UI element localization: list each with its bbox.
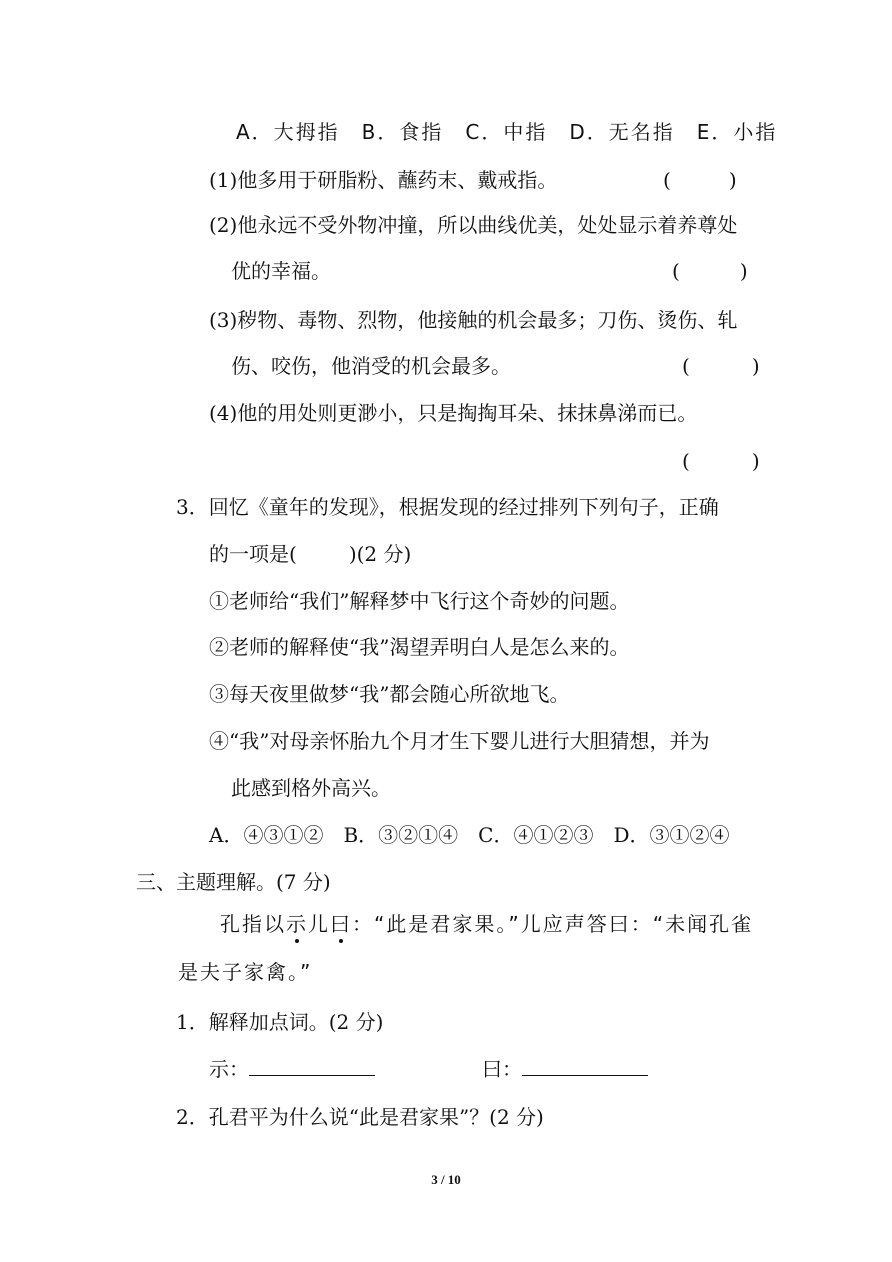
q3-stem-line-2-pre: 的一项是( bbox=[209, 542, 297, 566]
passage-part-1: 孔指以 bbox=[220, 912, 286, 936]
q2-item-4-answer-paren: ( ) bbox=[682, 449, 760, 473]
q2-item-2-answer-paren: ( ) bbox=[672, 259, 748, 283]
q2-item-1-line-1: (1)他多用于研脂粉、蘸药末、戴戒指。 bbox=[209, 168, 558, 192]
answer-blank-yue[interactable] bbox=[522, 1057, 648, 1076]
passage-part-2: 儿 bbox=[308, 912, 330, 936]
passage-line-2: 是夫子家禽。” bbox=[178, 960, 313, 984]
passage-part-3: ：“此是君家果。”儿应声答曰：“未闻孔雀 bbox=[352, 912, 754, 936]
q3-sentence-4-line-2: 此感到格外高兴。 bbox=[231, 776, 391, 800]
answer-blank-shi[interactable] bbox=[249, 1057, 375, 1076]
q2-item-2-line-2: 优的幸福。 bbox=[231, 259, 331, 283]
q2-item-3-line-2: 伤、咬伤，他消受的机会最多。 bbox=[231, 354, 511, 378]
q3-stem-line-2 bbox=[209, 541, 411, 567]
q3-sentence-1: ①老师给“我们”解释梦中飞行这个奇妙的问题。 bbox=[209, 589, 630, 613]
q3-stem-line-2-post: )(2 分) bbox=[348, 542, 412, 566]
q2-item-3-line-1: (3)秽物、毒物、烈物，他接触的机会最多；刀伤、烫伤、轧 bbox=[209, 308, 738, 332]
section-3-heading: 三、主题理解。(7 分) bbox=[136, 870, 331, 894]
page-number: 3 / 10 bbox=[431, 1172, 461, 1187]
passage-line-1 bbox=[220, 911, 753, 937]
section-3-q1-stem: 1．解释加点词。(2 分) bbox=[176, 1010, 384, 1034]
q3-options: A．④③①② B．③②①④ C．④①②③ D．③①②④ bbox=[209, 823, 730, 847]
q3-sentence-2: ②老师的解释使“我”渴望弄明白人是怎么来的。 bbox=[209, 635, 630, 659]
q2-options: A．大拇指 B．食指 C．中指 D．无名指 E．小指 bbox=[236, 120, 778, 144]
dotted-char-yue: 曰 bbox=[330, 912, 352, 936]
q3-sentence-3: ③每天夜里做梦“我”都会随心所欲地飞。 bbox=[209, 682, 570, 706]
q3-stem-line-1: 3．回忆《童年的发现》，根据发现的经过排列下列句子，正确 bbox=[176, 495, 719, 519]
q2-item-3-answer-paren: ( ) bbox=[682, 354, 760, 378]
dotted-char-shi: 示 bbox=[286, 912, 308, 936]
label-shi: 示： bbox=[209, 1057, 249, 1081]
label-yue: 曰： bbox=[482, 1057, 522, 1081]
q3-sentence-4-line-1: ④“我”对母亲怀胎九个月才生下婴儿进行大胆猜想，并为 bbox=[209, 729, 710, 753]
section-3-q2-stem: 2．孔君平为什么说“此是君家果”？(2 分) bbox=[176, 1105, 544, 1129]
q2-item-2-line-1: (2)他永远不受外物冲撞，所以曲线优美，处处显示着养尊处 bbox=[209, 213, 738, 237]
section-3-q1-answer-row-b bbox=[482, 1056, 648, 1082]
q2-item-4-line-1: (4)他的用处则更渺小，只是掏掏耳朵、抹抹鼻涕而已。 bbox=[209, 401, 698, 425]
q2-item-1-answer-paren: ( ) bbox=[663, 168, 737, 192]
section-3-q1-answer-row bbox=[209, 1056, 375, 1082]
